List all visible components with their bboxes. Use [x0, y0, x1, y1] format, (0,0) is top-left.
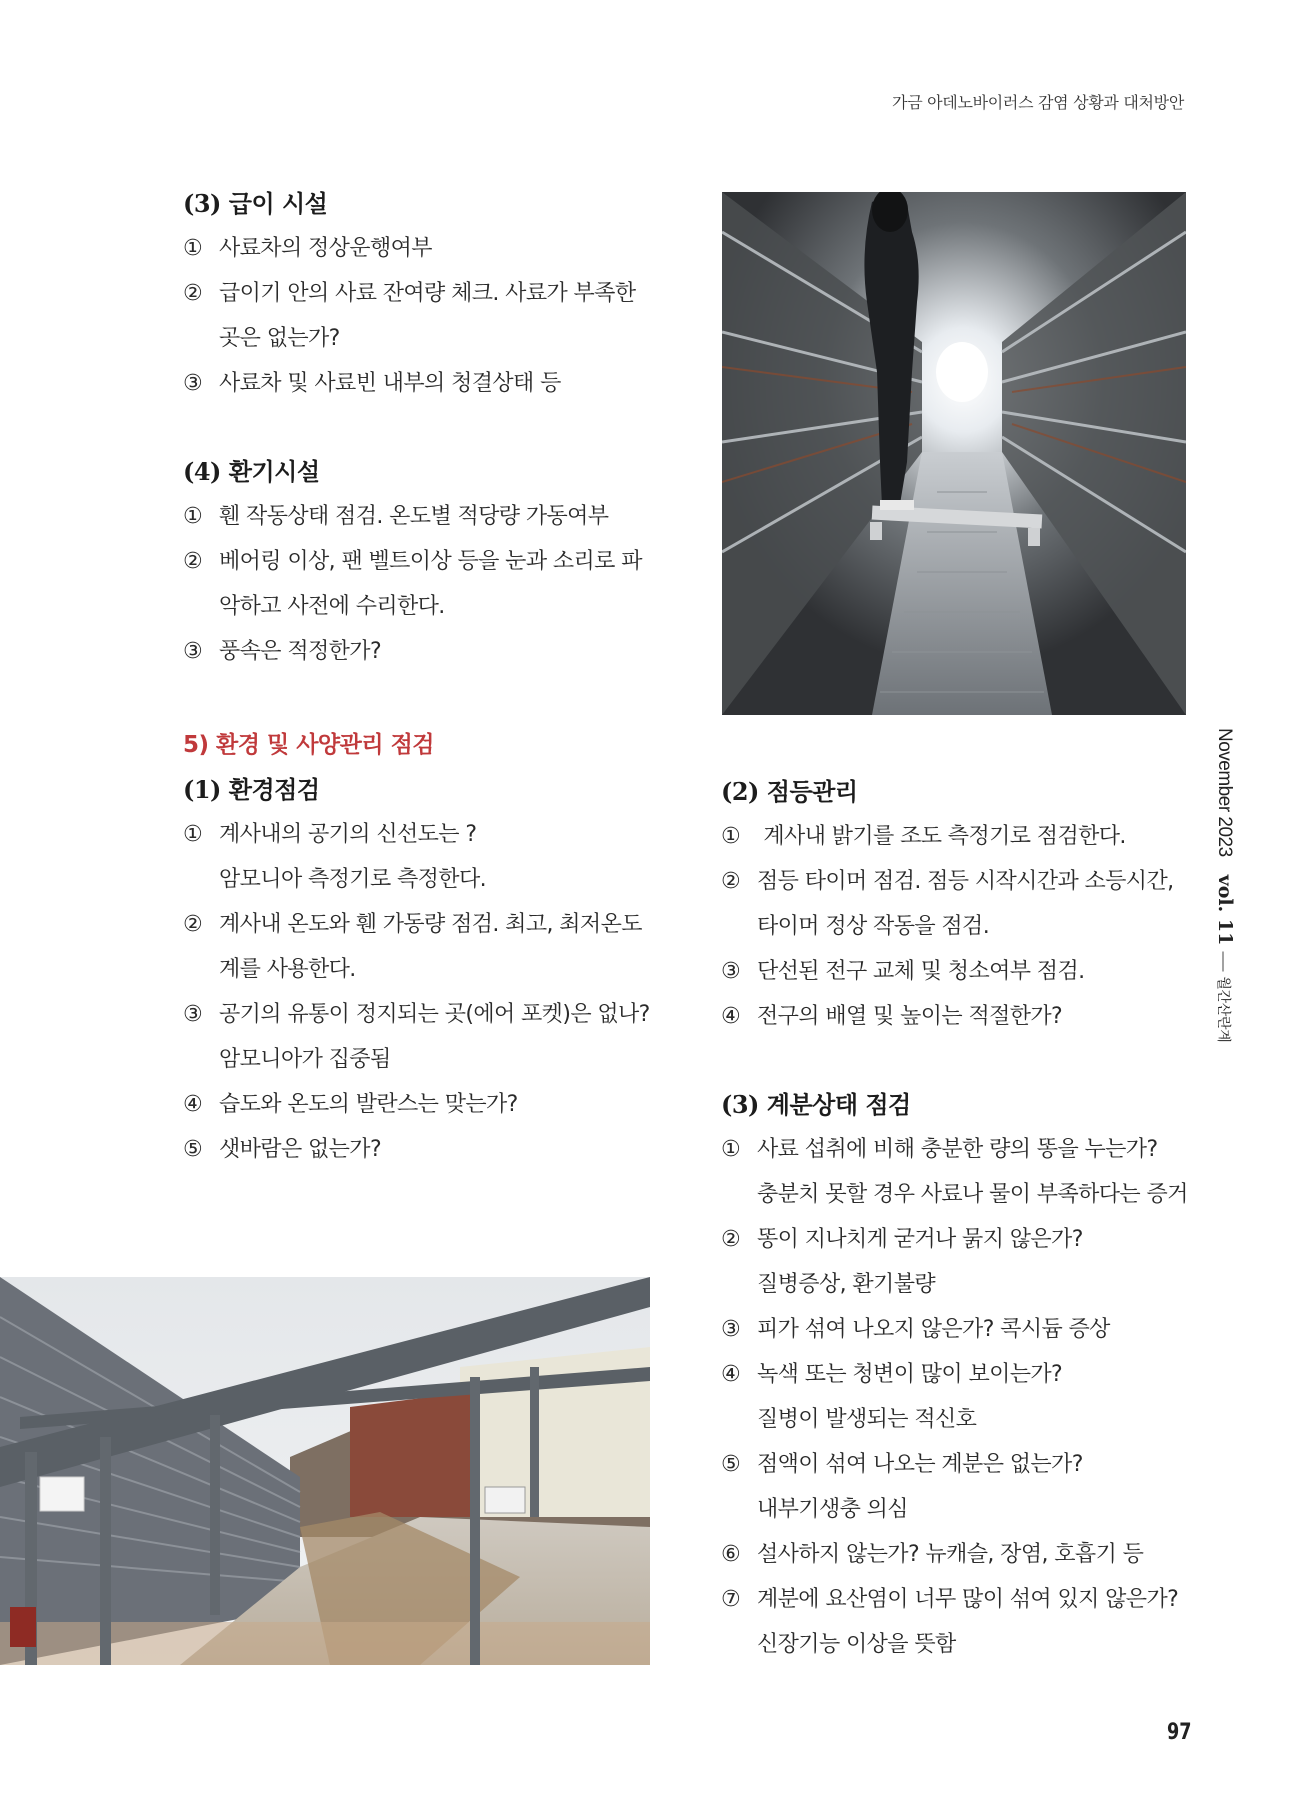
item-number: ⑤ — [721, 1452, 741, 1477]
list-item — [183, 361, 653, 406]
item-line: 휀 작동상태 점검. 온도별 적당량 가동여부 — [219, 504, 609, 529]
item-line: 계를 사용한다. — [219, 957, 356, 982]
item-line: 급이기 안의 사료 잔여량 체크. 사료가 부족한 — [219, 281, 636, 306]
list-item — [183, 902, 653, 992]
item-number: ② — [721, 869, 741, 894]
left-column — [183, 182, 653, 1172]
item-number: ② — [183, 549, 203, 574]
item-number: ① — [183, 822, 203, 847]
item-number: ③ — [721, 1317, 741, 1342]
list-item — [183, 629, 653, 674]
item-line: 내부기생충 의심 — [757, 1497, 908, 1522]
environment-list — [183, 812, 653, 1172]
item-line: 충분치 못할 경우 사료나 물이 부족하다는 증거 — [757, 1182, 1188, 1207]
item-line: 암모니아 측정기로 측정한다. — [219, 867, 487, 892]
item-line: 계사내의 공기의 신선도는 ? — [219, 822, 477, 847]
issue-volume: vol. 11 — [1214, 874, 1236, 946]
list-item — [721, 1352, 1201, 1442]
item-line: 악하고 사전에 수리한다. — [219, 594, 445, 619]
running-header: 가금 아데노바이러스 감염 상황과 대처방안 — [892, 93, 1184, 112]
photo-layer-house-interior — [722, 192, 1186, 715]
list-item — [721, 994, 1201, 1039]
list-item — [721, 949, 1201, 994]
manure-list — [721, 1127, 1201, 1667]
photo-poultry-house-exterior — [0, 1277, 650, 1665]
section-heading-environment-check: (1) 환경점검 — [183, 775, 320, 804]
item-number: ③ — [183, 639, 203, 664]
item-number: ① — [183, 504, 203, 529]
item-line: 사료 섭취에 비해 충분한 량의 똥을 누는가? — [757, 1137, 1158, 1162]
item-line: 점액이 섞여 나오는 계분은 없는가? — [757, 1452, 1083, 1477]
list-item — [721, 1217, 1201, 1307]
list-item — [183, 226, 653, 271]
item-number: ① — [721, 824, 741, 849]
item-line: 단선된 전구 교체 및 청소여부 점검. — [757, 959, 1085, 984]
item-number: ④ — [721, 1362, 741, 1387]
item-line: 점등 타이머 점검. 점등 시작시간과 소등시간, — [757, 869, 1174, 894]
list-item — [721, 1532, 1201, 1577]
item-number: ③ — [721, 959, 741, 984]
item-line: 습도와 온도의 발란스는 맞는가? — [219, 1092, 518, 1117]
list-item — [183, 992, 653, 1082]
item-number: ⑤ — [183, 1137, 203, 1162]
item-number: ① — [721, 1137, 741, 1162]
list-item — [183, 812, 653, 902]
item-line: 곳은 없는가? — [219, 326, 340, 351]
list-item — [721, 859, 1201, 949]
item-line: 질병이 발생되는 적신호 — [757, 1407, 977, 1432]
item-number: ② — [183, 912, 203, 937]
list-item — [183, 539, 653, 629]
section-title-environment: 5) 환경 및 사양관리 점검 — [183, 732, 435, 758]
section-heading-feeding: (3) 급이 시설 — [183, 189, 328, 218]
section-heading-ventilation: (4) 환기시설 — [183, 457, 320, 486]
list-item — [721, 1307, 1201, 1352]
item-line: 똥이 지나치게 굳거나 묽지 않은가? — [757, 1227, 1083, 1252]
list-item — [721, 1127, 1201, 1217]
item-line: 베어링 이상, 팬 벨트이상 등을 눈과 소리로 파 — [219, 549, 642, 574]
item-line: 사료차의 정상운행여부 — [219, 236, 432, 261]
item-number: ② — [183, 281, 203, 306]
item-line: 피가 섞여 나오지 않은가? 콕시듐 증상 — [757, 1317, 1110, 1342]
issue-divider — [1223, 952, 1224, 972]
item-line: 설사하지 않는가? 뉴캐슬, 장염, 호흡기 등 — [757, 1542, 1144, 1567]
item-line: 사료차 및 사료빈 내부의 청결상태 등 — [219, 371, 561, 396]
item-line: 계분에 요산염이 너무 많이 섞여 있지 않은가? — [757, 1587, 1179, 1612]
feeding-list — [183, 226, 653, 406]
list-item — [721, 1577, 1201, 1667]
item-number: ② — [721, 1227, 741, 1252]
item-number: ⑦ — [721, 1587, 741, 1612]
lighting-list — [721, 814, 1201, 1039]
right-column — [721, 770, 1201, 1667]
item-number: ⑥ — [721, 1542, 741, 1567]
list-item — [183, 271, 653, 361]
item-number: ① — [183, 236, 203, 261]
issue-month: November 2023 — [1214, 728, 1235, 857]
page-number: 97 — [1167, 1720, 1192, 1745]
section-heading-manure: (3) 계분상태 점검 — [721, 1090, 911, 1119]
item-line: 타이머 정상 작동을 점검. — [757, 914, 990, 939]
item-number: ④ — [183, 1092, 203, 1117]
item-line: 질병증상, 환기불량 — [757, 1272, 936, 1297]
item-line: 공기의 유통이 정지되는 곳(에어 포켓)은 없나? — [219, 1002, 650, 1027]
list-item — [721, 814, 1201, 859]
item-number: ③ — [183, 1002, 203, 1027]
list-item — [183, 494, 653, 539]
item-line: 전구의 배열 및 높이는 적절한가? — [757, 1004, 1063, 1029]
item-number: ③ — [183, 371, 203, 396]
item-line: 암모니아가 집중됨 — [219, 1047, 391, 1072]
magazine-name: 월간산란계 — [1216, 976, 1232, 1043]
item-line: 계사내 온도와 휀 가동량 점검. 최고, 최저온도 — [219, 912, 642, 937]
ventilation-list — [183, 494, 653, 674]
list-item — [183, 1127, 653, 1172]
section-heading-lighting: (2) 점등관리 — [721, 777, 858, 806]
list-item — [183, 1082, 653, 1127]
item-line: 계사내 밝기를 조도 측정기로 점검한다. — [757, 824, 1126, 849]
item-line: 녹색 또는 청변이 많이 보이는가? — [757, 1362, 1063, 1387]
item-line: 샛바람은 없는가? — [219, 1137, 382, 1162]
list-item — [721, 1442, 1201, 1532]
vertical-issue-label — [1213, 728, 1236, 1042]
item-line: 풍속은 적정한가? — [219, 639, 382, 664]
item-number: ④ — [721, 1004, 741, 1029]
item-line: 신장기능 이상을 뜻함 — [757, 1632, 956, 1657]
